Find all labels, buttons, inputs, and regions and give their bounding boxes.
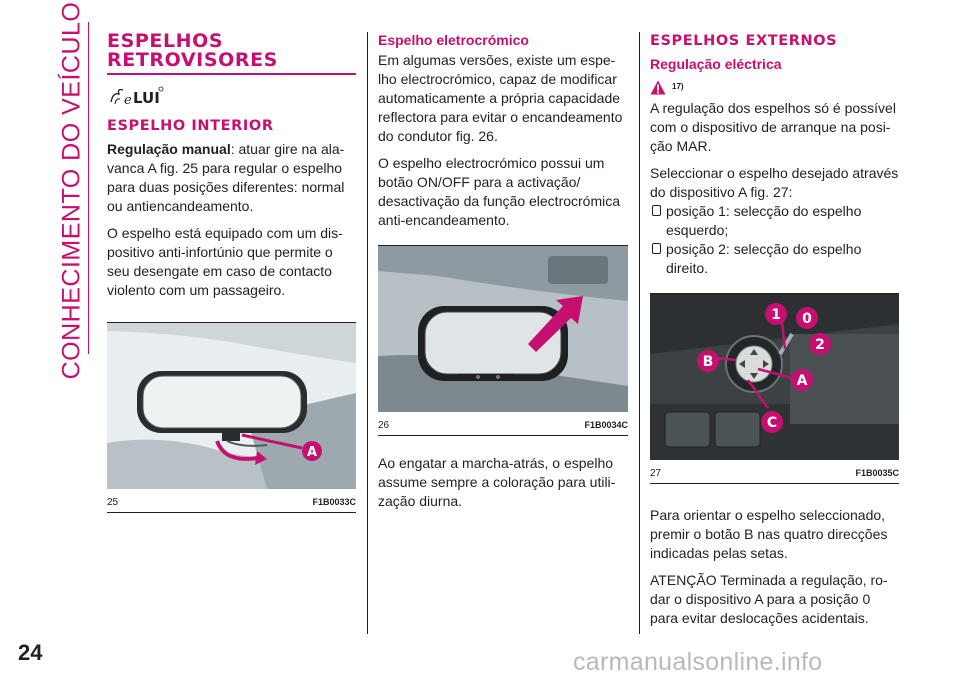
column-2	[378, 32, 628, 511]
warning-triangle-icon	[650, 80, 666, 95]
figure-26-caption: 26 F1B0034C	[378, 417, 628, 436]
paragraph-electrochromic-2: O espelho electrocrómico possui um botão ON/OFF para a activação/ desactivação da função electrocrómica anti-encandeamento.	[378, 155, 621, 228]
figure-27-caption: 27 F1B0035C	[650, 465, 899, 484]
column-1	[107, 32, 356, 513]
paragraph-attention: ATENÇÃO Terminada a regulação, ro-dar o dispositivo A para a posição 0 para evitar deslocações acidentais.	[650, 572, 888, 626]
figure-25-caption: 25 F1B0033C	[107, 494, 356, 513]
page-number: 24	[18, 640, 43, 665]
section-title-interior: ESPELHO INTERIOR	[107, 118, 274, 134]
interior-mirror-illustration	[107, 323, 356, 489]
watermark-text: carmanualsonline.info	[573, 648, 823, 676]
side-chapter-title: CONHECIMENTO DO VEÍCULO	[57, 1, 86, 379]
paragraph-select-mirror: Seleccionar o espelho desejado através do dispositivo A fig. 27:	[650, 165, 899, 200]
column-3	[650, 32, 899, 628]
column-divider-2	[639, 32, 640, 634]
warning-reference: 17)	[650, 80, 899, 95]
checkbox-bullet-icon	[652, 205, 661, 216]
subtitle-electric-adjust: Regulação eléctrica	[650, 56, 782, 72]
svg-text:e: e	[124, 93, 132, 108]
figure-27	[650, 293, 899, 484]
svg-text:A: A	[306, 445, 318, 460]
paragraph-manual-adjust: Regulação manual: atuar gire na ala-vanca A fig. 25 para regular o espelho para duas posições diferentes: normal ou antiencandeamento.	[107, 141, 345, 214]
bullet-position-2: posição 2: selecção do espelho direito.	[650, 240, 899, 278]
paragraph-reverse-gear: Ao engatar a marcha-atrás, o espelho assume sempre a coloração para utili-zação diurna.	[378, 455, 616, 509]
side-divider	[88, 22, 89, 354]
svg-text:C: C	[766, 415, 778, 431]
bullet-position-1: posição 1: selecção do espelho esquerdo;	[650, 202, 899, 240]
column-divider-1	[367, 32, 368, 634]
subtitle-electrochromic: Espelho eletrocrómico	[378, 32, 529, 48]
svg-text:0: 0	[802, 311, 812, 327]
paragraph-orient-mirror: Para orientar o espelho seleccionado, premir o botão B nas quatro direcções indicadas pelas setas.	[650, 507, 888, 561]
svg-text:A: A	[796, 373, 808, 389]
page-title-line2: RETROVISORES	[107, 49, 278, 71]
svg-text:LUI: LUI	[133, 89, 160, 107]
checkbox-bullet-icon	[652, 243, 661, 254]
figure-26	[378, 245, 628, 436]
svg-text:1: 1	[771, 307, 781, 323]
figure-25	[107, 322, 356, 513]
electrochromic-mirror-illustration	[378, 246, 628, 412]
page-title-line1: ESPELHOS	[107, 30, 224, 52]
svg-text:B: B	[702, 354, 714, 370]
paragraph-electrochromic-1: Em algumas versões, existe um espe-lho electrocrómico, capaz de modificar automaticamente a própria capacidade reflectora para evitar o encandeamento do condutor fig. 26.	[378, 52, 623, 144]
paragraph-mar-position: A regulação dos espelhos só é possível com o dispositivo de arranque na posi-ção MAR.	[650, 100, 896, 154]
lui-logo-icon	[107, 84, 356, 108]
section-title-external: ESPELHOS EXTERNOS	[650, 33, 838, 49]
paragraph-anti-injury: O espelho está equipado com um dis-positivo anti-infortúnio que permite o seu desengate em caso de contacto violento com um passageiro.	[107, 225, 343, 298]
mirror-switch-illustration	[650, 294, 899, 460]
title-underline	[107, 73, 356, 75]
svg-text:2: 2	[815, 337, 825, 353]
